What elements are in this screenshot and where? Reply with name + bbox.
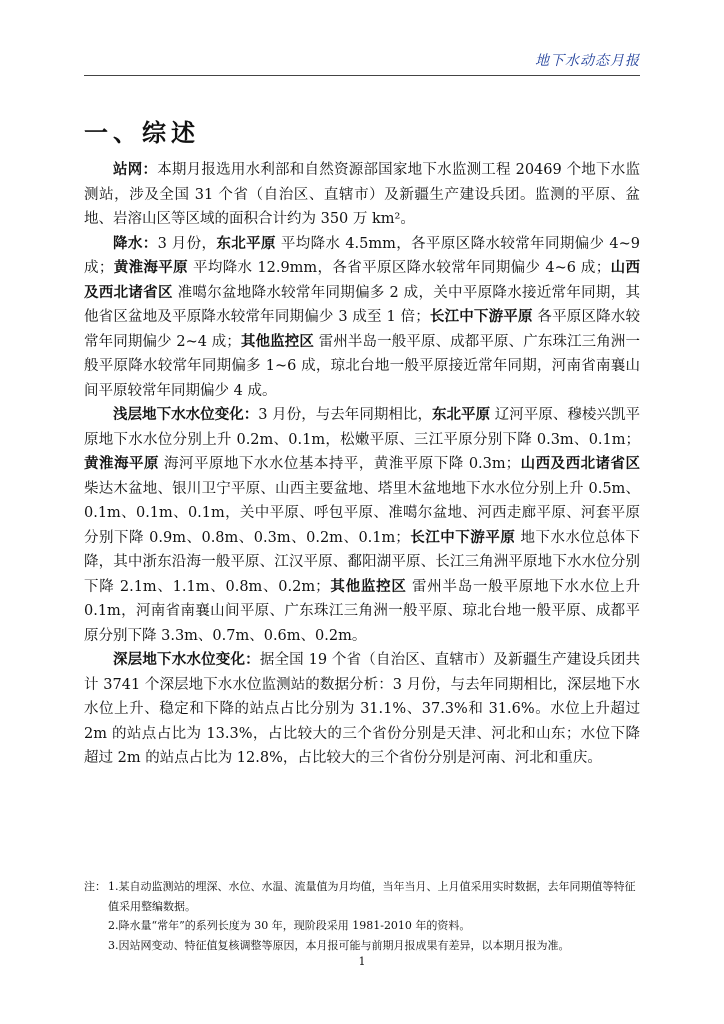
page-number: 1	[358, 955, 366, 968]
footnote-text: 1.某自动监测站的埋深、水位、水温、流量值为月均值，当年当月、上月值采用实时数据，去年同期值等特征值采用整编数据。	[108, 880, 636, 913]
deep-text: 据全国 19 个省（自治区、直辖市）及新疆生产建设兵团共计 3741 个深层地下水水位监测站的数据分析：3 月份，与去年同期相比，深层地下水水位上升、稳定和下降的站点占比分别为 31.1%、37.3%和 31.6%。水位上升超过 2m 的站点占比为 13.3%，占比较大的三个省份分别是天津、河北和山东；水位下降超过 2m 的站点占比为 12.8%，占比较大的三个省份分别是河南、河北和重庆。	[84, 652, 640, 766]
precip-region-northwest: 山西及西北诸省区	[84, 259, 641, 301]
shallow-region-yangtze: 长江中下游平原	[409, 528, 516, 546]
paragraph-station	[84, 158, 640, 232]
footnote-text: 3.因站网变动、特征值复核调整等原因，本月报可能与前期月报成果有差异，以本期月报为准。	[108, 938, 570, 952]
shallow-text-5: 地下水水位总体下降，其中浙东沿海一般平原、江汉平原、鄱阳湖平原、长江三角洲平原地下水水位分别下降 2.1m、1.1m、0.8m、0.2m；	[84, 529, 641, 595]
precip-text-2: 平均降水 4.5mm，各平原区降水较常年同期偏少 4~9 成；	[84, 235, 640, 276]
shallow-region-northwest: 山西及西北诸省区	[520, 455, 641, 472]
precip-text-1: 3 月份，	[157, 235, 217, 252]
shallow-text-1: 3 月份，与去年同期相比，	[258, 407, 432, 423]
report-header-title: 地下水动态月报	[535, 53, 640, 69]
report-body	[84, 158, 640, 771]
shallow-text-6: 雷州半岛一般平原地下水水位上升 0.1m，河南省南襄山间平原、广东珠江三角洲一般平原、琼北台地一般平原、成都平原分别下降 3.3m、0.7m、0.6m、0.2m。	[84, 578, 640, 644]
paragraph-precipitation	[84, 232, 640, 404]
header-divider	[84, 75, 640, 76]
footnote-prefix: 注：	[84, 880, 106, 893]
footnote-text: 2.降水量“常年”的系列长度为 30 年，现阶段采用 1981-2010 年的资料。	[108, 919, 471, 932]
label-station: 站网：	[113, 161, 158, 178]
precip-text-6: 雷州半岛一般平原、成都平原、广东珠江三角洲一般平原降水较常年同期偏多 1~6 成，琼北台地一般平原接近常年同期，河南省南襄山间平原较常年同期偏少 4 成。	[84, 333, 641, 399]
label-deep: 深层地下水水位变化：	[113, 651, 260, 668]
precip-region-northeast: 东北平原	[216, 234, 276, 252]
label-precipitation: 降水：	[113, 234, 158, 252]
precip-region-other: 其他监控区	[240, 332, 314, 350]
label-shallow: 浅层地下水水位变化：	[113, 406, 259, 423]
shallow-text-4: 柴达木盆地、银川卫宁平原、山西主要盆地、塔里木盆地地下水水位分别上升 0.5m、0.1m、0.1m、0.1m，关中平原、呼包平原、准噶尔盆地、河西走廊平原、河套平原分别下降 0.9m、0.8m、0.3m、0.2m、0.1m；	[84, 480, 640, 546]
footnotes	[84, 877, 644, 955]
paragraph-shallow-groundwater	[84, 403, 640, 648]
precip-region-huanghuaihai: 黄淮海平原	[113, 259, 189, 276]
shallow-region-huanghuaihai: 黄淮海平原	[84, 455, 159, 472]
section-title: 一、综述	[84, 118, 200, 147]
footnote-item	[84, 936, 644, 956]
precip-text-4: 准噶尔盆地降水较常年同期偏多 2 成，关中平原降水接近常年同期，其他省区盆地及平原降水较常年同期偏少 3 成至 1 倍；	[84, 284, 640, 325]
shallow-region-other: 其他监控区	[329, 577, 407, 595]
footnote-item	[84, 916, 644, 936]
footnote-item	[84, 877, 644, 916]
paragraph-deep-groundwater	[84, 648, 640, 771]
precip-text-3: 平均降水 12.9mm，各省平原区降水较常年同期偏少 4~6 成；	[188, 260, 611, 276]
station-text: 本期月报选用水利部和自然资源部国家地下水监测工程 20469 个地下水监测站，涉及全国 31 个省（自治区、直辖市）及新疆生产建设兵团。监测的平原、盆地、岩溶山区等区域的面积合计约为 350 万 km²。	[84, 162, 641, 227]
shallow-region-northeast: 东北平原	[431, 406, 491, 423]
shallow-text-3: 海河平原地下水水位基本持平，黄淮平原下降 0.3m；	[158, 456, 521, 472]
precip-region-yangtze: 长江中下游平原	[429, 308, 533, 325]
shallow-text-2: 辽河平原、穆棱兴凯平原地下水水位分别上升 0.2m、0.1m，松嫩平原、三江平原分别下降 0.3m、0.1m；	[84, 407, 641, 448]
precip-text-5: 各平原区降水较常年同期偏少 2~4 成；	[84, 309, 641, 350]
